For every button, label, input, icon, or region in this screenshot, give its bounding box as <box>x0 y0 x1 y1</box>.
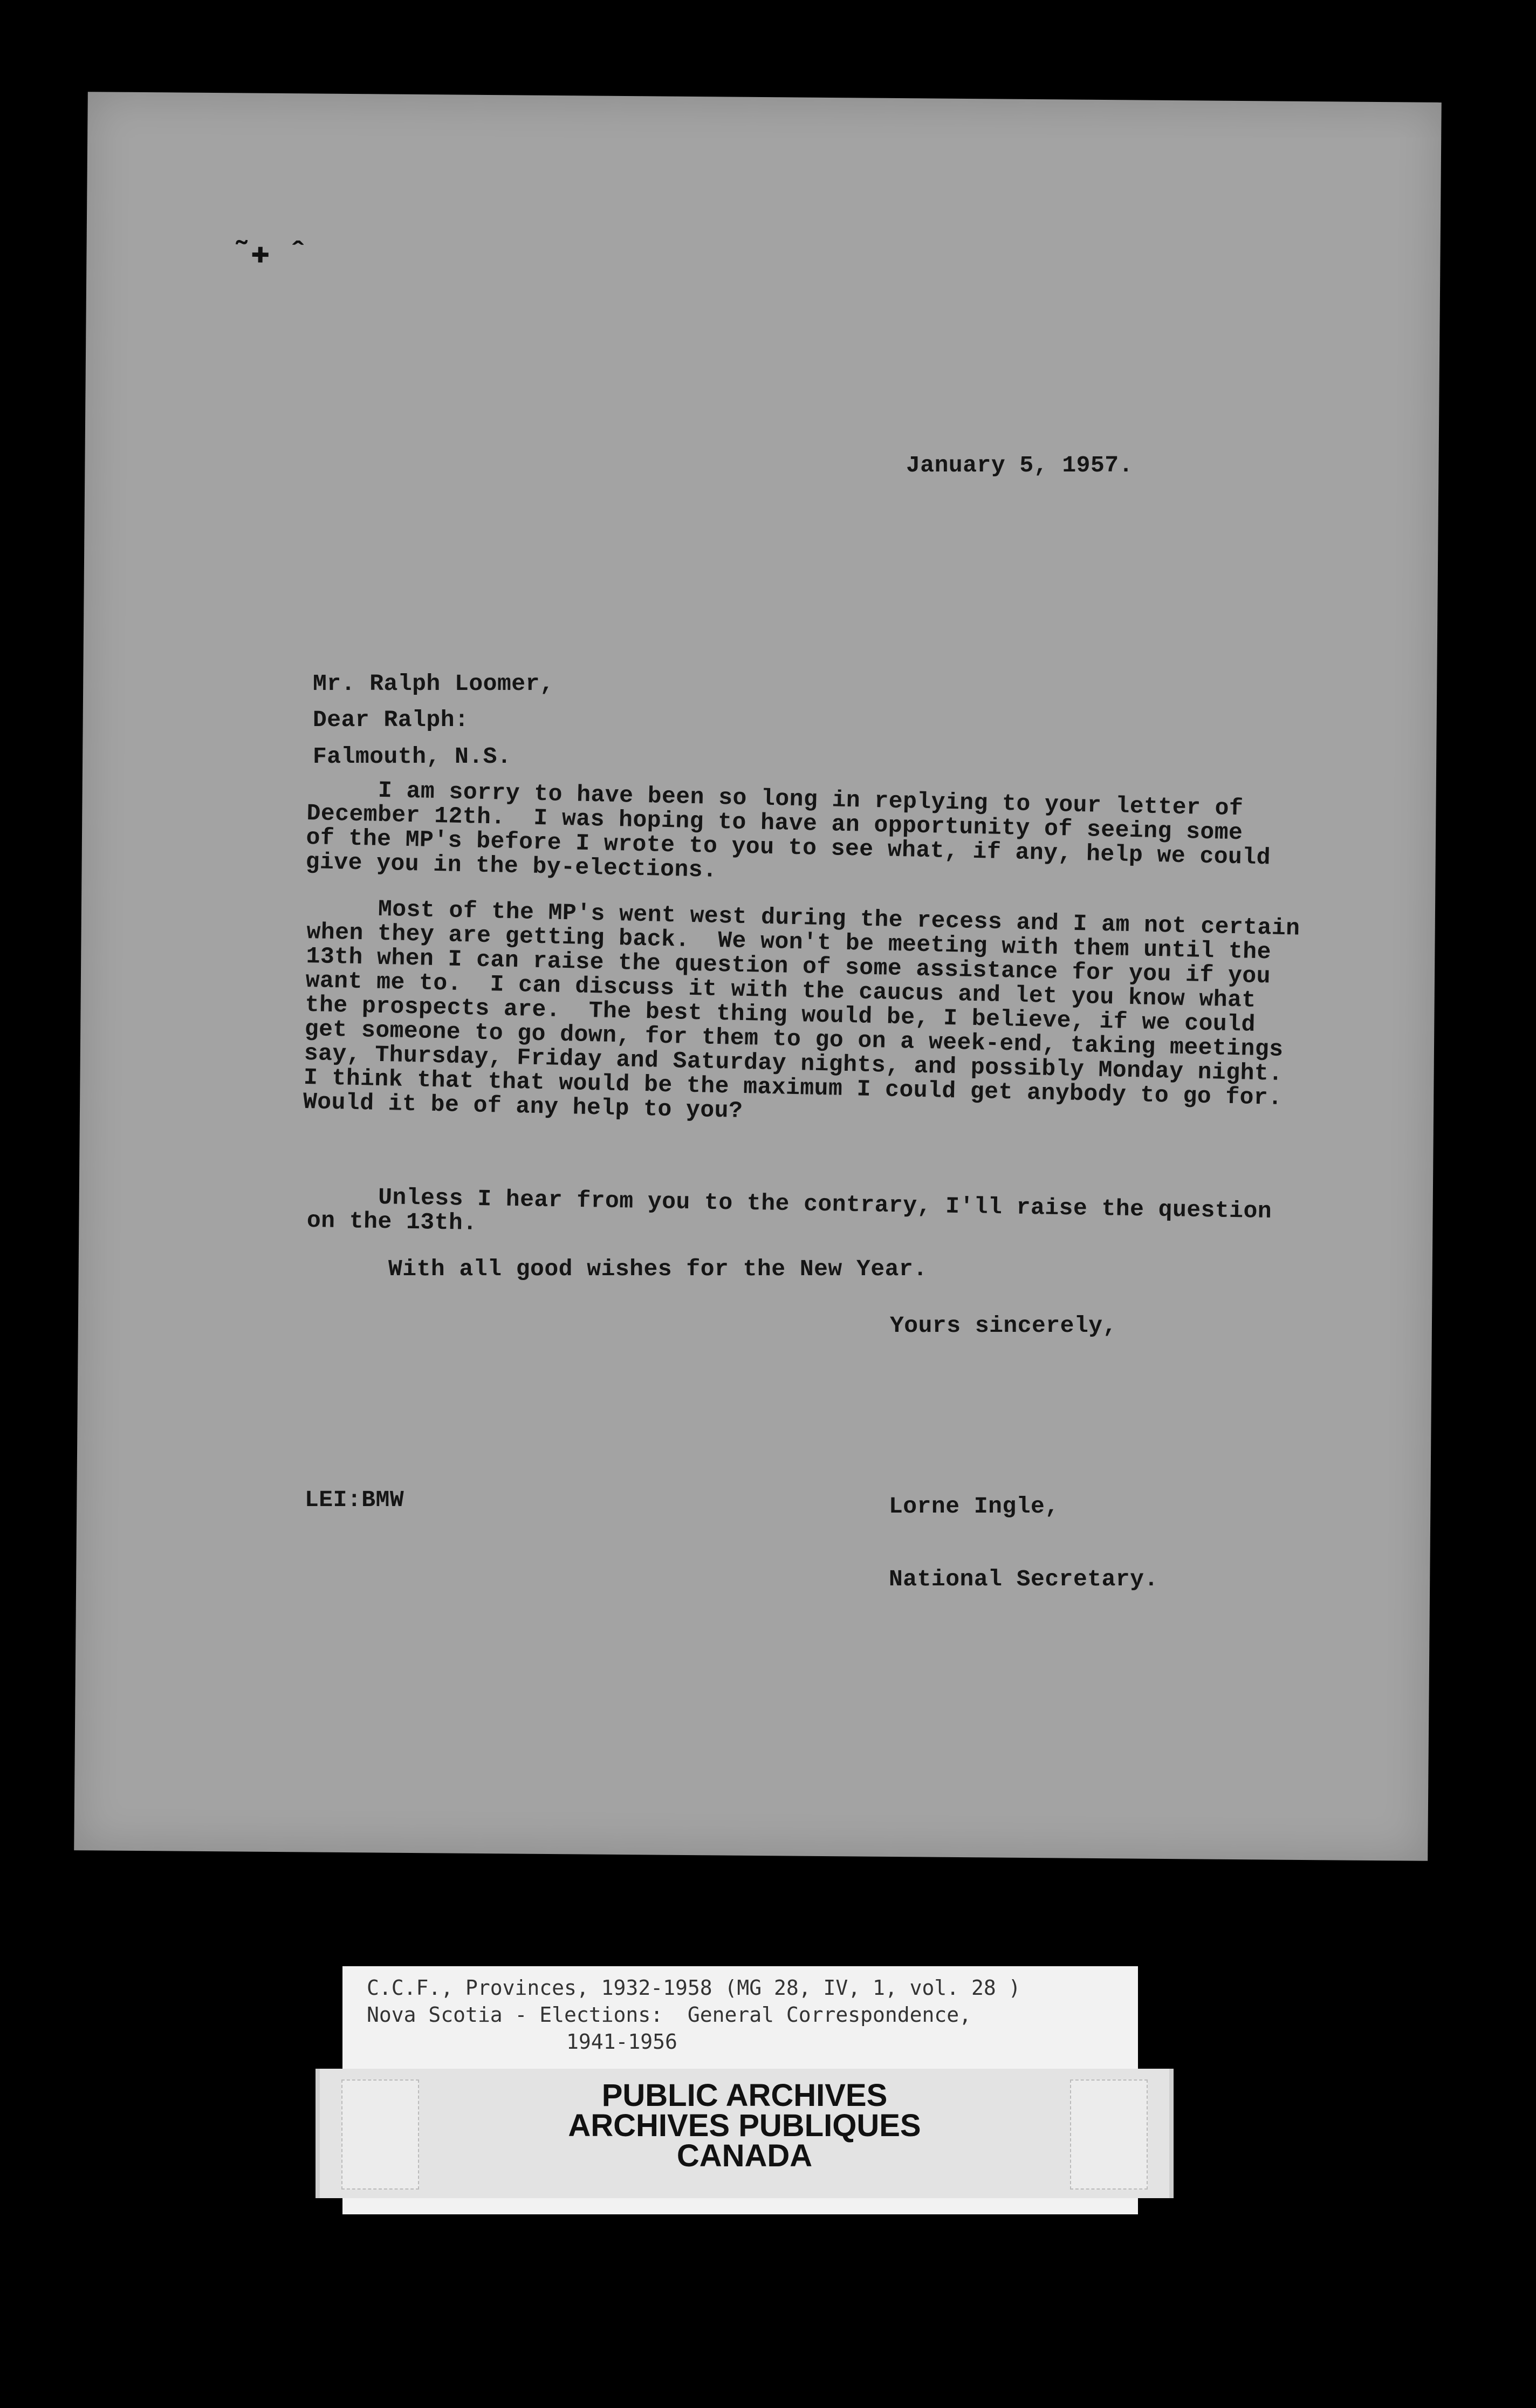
letter-date: January 5, 1957. <box>906 452 1133 478</box>
stamp-line-3: CANADA <box>676 2138 813 2173</box>
ink-smudge-mark: ˜✚ ˆ <box>232 237 308 273</box>
body-paragraph-2: Most of the MP's went west during the recess and I am not certain when they are getting back. We won't be meeting with them until the 13th when I can raise the question of some assistance for you if you want me to. I can discuss it with the caucus and let you know what the prospects are. The best thing would be, I believe, if we could get someone to go down, for them to go on a week-end, taking meetings say, Thursday, Friday and Saturday nights, and possibly Monday night. I think that that would be the maximum I could get anybody to go for. Would it be of any help to you? <box>303 894 1300 1124</box>
recipient-location: Falmouth, N.S. <box>313 743 512 770</box>
signatory-title: National Secretary. <box>889 1566 1158 1592</box>
archive-reference-line-2: Nova Scotia - Elections: General Correspondence, <box>367 2003 972 2027</box>
archive-reference <box>367 1974 1021 2055</box>
signature-block <box>889 1446 1158 1640</box>
reference-initials: LEI:BMW <box>305 1487 404 1513</box>
salutation: Dear Ralph: <box>313 707 469 733</box>
archive-reference-line-1: C.C.F., Provinces, 1932-1958 (MG 28, IV, 1, vol. 28 ) <box>367 1976 1021 2000</box>
closing-line: With all good wishes for the New Year. <box>388 1256 928 1282</box>
stamp-line-2: ARCHIVES PUBLIQUES <box>568 2108 921 2143</box>
complimentary-close: Yours sincerely, <box>890 1312 1117 1339</box>
body-paragraph-1: I am sorry to have been so long in replying to your letter of December 12th. I was hoping to have an opportunity of seeing some of the MP's before I wrote to you to see what, if any, help we could give you in the by-elections. <box>305 776 1271 884</box>
stamp-text <box>320 2078 1169 2173</box>
stamp-line-1: PUBLIC ARCHIVES <box>601 2078 888 2113</box>
public-archives-stamp <box>316 2069 1174 2198</box>
archive-reference-line-3: 1941-1956 <box>566 2030 677 2054</box>
signatory-name: Lorne Ingle, <box>889 1493 1059 1520</box>
recipient-name: Mr. Ralph Loomer, <box>313 671 554 697</box>
body-paragraph-3: Unless I hear from you to the contrary, I'll raise the question on the 13th. <box>306 1183 1272 1236</box>
